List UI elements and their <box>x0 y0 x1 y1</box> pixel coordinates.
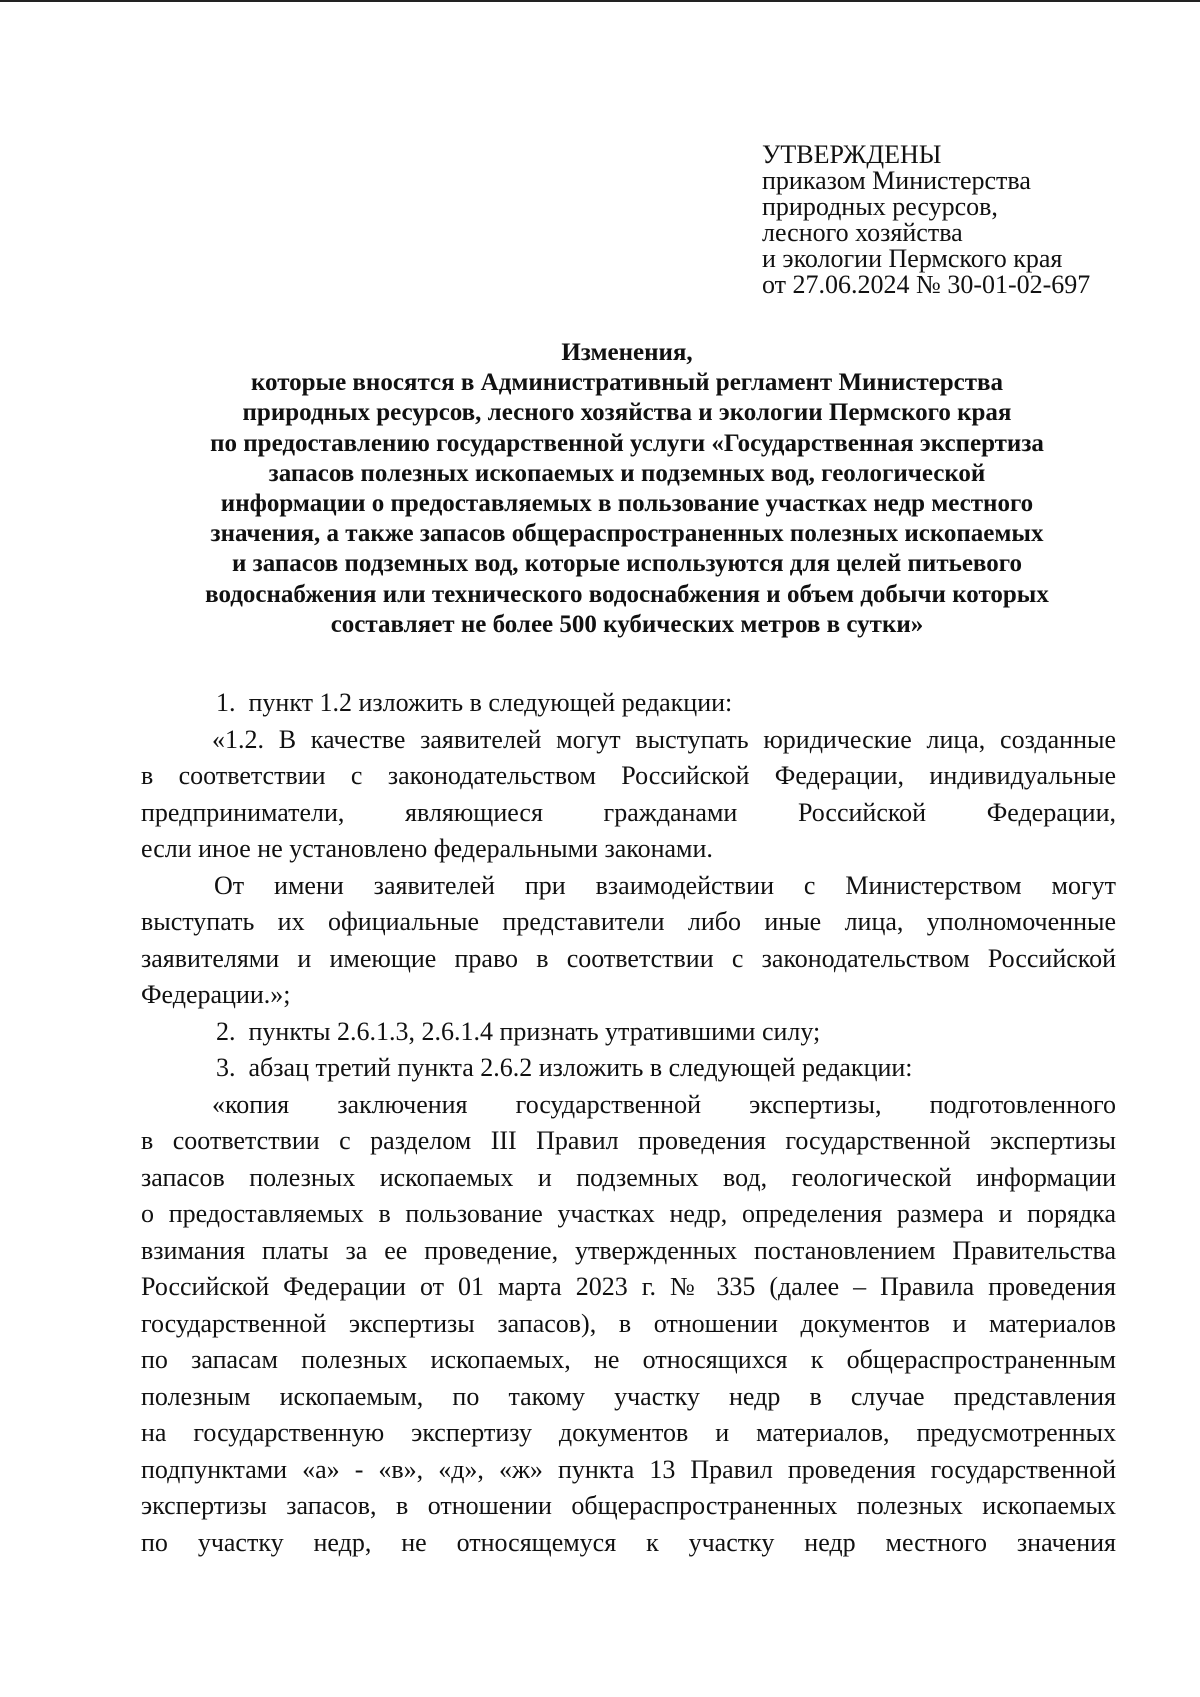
body-line: в соответствии с законодательством Российской Федерации, индивидуальные <box>141 761 1116 790</box>
body-line: запасов полезных ископаемых и подземных вод, геологической информации <box>141 1162 1116 1192</box>
title-line: информации о предоставляемых в пользование участках недр местного <box>220 490 1034 518</box>
stamp-line-approved: УТВЕРЖДЕНЫ <box>762 140 942 169</box>
document-body <box>141 685 1116 1561</box>
title-line: и запасов подземных вод, которые используются для целей питьевого <box>232 550 1022 578</box>
body-line: выступать их официальные представители либо иные лица, уполномоченные <box>141 907 1116 936</box>
body-line: государственной экспертизы запасов), в отношении документов и материалов <box>141 1308 1116 1338</box>
scan-edge-line <box>0 0 1200 2</box>
body-line: Российской Федерации от 01 марта 2023 г. № 335 (далее – Правила проведения <box>141 1272 1116 1301</box>
title-line: запасов полезных ископаемых и подземных вод, геологической <box>268 459 986 487</box>
body-line: «1.2. В качестве заявителей могут выступать юридические лица, созданные <box>212 724 1116 754</box>
body-line: о предоставляемых в пользование участках недр, определения размера и порядка <box>141 1199 1116 1228</box>
body-line: в соответствии с разделом III Правил проведения государственной экспертизы <box>141 1126 1116 1155</box>
stamp-line-order: приказом Министерства <box>762 166 1031 195</box>
stamp-line-ministry-1: природных ресурсов, <box>762 192 998 221</box>
body-line: «копия заключения государственной экспертизы, подготовленного <box>212 1089 1116 1119</box>
body-line: экспертизы запасов, в отношении общераспространенных полезных ископаемых <box>141 1491 1116 1520</box>
body-line: От имени заявителей при взаимодействии с Министерством могут <box>214 870 1116 900</box>
title-line: составляет не более 500 кубических метров в сутки» <box>330 610 924 638</box>
body-line: Федерации.»; <box>141 980 291 1009</box>
body-line: если иное не установлено федеральными законами. <box>141 834 713 863</box>
body-line: взимания платы за ее проведение, утвержденных постановлением Правительства <box>141 1235 1116 1265</box>
title-line: по предоставлению государственной услуги «Государственная экспертиза <box>210 429 1044 457</box>
body-line: по участку недр, не относящемуся к участку недр местного значения <box>141 1527 1116 1557</box>
body-line: заявителями и имеющие право в соответствии с законодательством Российской <box>141 943 1116 973</box>
stamp-line-ministry-3: и экологии Пермского края <box>762 244 1063 273</box>
list-item-3: 3. абзац третий пункта 2.6.2 изложить в следующей редакции: <box>216 1053 913 1082</box>
title-line: природных ресурсов, лесного хозяйства и экологии Пермского края <box>242 399 1012 427</box>
stamp-line-ministry-2: лесного хозяйства <box>762 218 963 247</box>
title-line: Изменения, <box>561 339 693 366</box>
title-line: которые вносятся в Административный регламент Министерства <box>250 369 1004 397</box>
title-line: значения, а также запасов общераспространенных полезных ископаемых <box>210 520 1044 548</box>
body-line: по запасам полезных ископаемых, не относящихся к общераспространенным <box>141 1345 1116 1374</box>
title-line: водоснабжения или технического водоснабжения и объем добычи которых <box>205 580 1049 608</box>
list-item-1: 1. пункт 1.2 изложить в следующей редакции: <box>216 688 733 717</box>
body-line: полезным ископаемым, по такому участку недр в случае представления <box>141 1381 1116 1411</box>
document-title <box>140 338 1114 640</box>
approval-stamp <box>762 142 1090 298</box>
body-line: подпунктами «а» - «в», «д», «ж» пункта 13 Правил проведения государственной <box>141 1454 1116 1484</box>
stamp-line-date-number: от 27.06.2024 № 30-01-02-697 <box>762 270 1091 299</box>
list-item-2: 2. пункты 2.6.1.3, 2.6.1.4 признать утратившими силу; <box>216 1016 821 1046</box>
body-line: предприниматели, являющиеся гражданами Российской Федерации, <box>141 797 1116 827</box>
body-line: на государственную экспертизу документов и материалов, предусмотренных <box>141 1418 1116 1447</box>
